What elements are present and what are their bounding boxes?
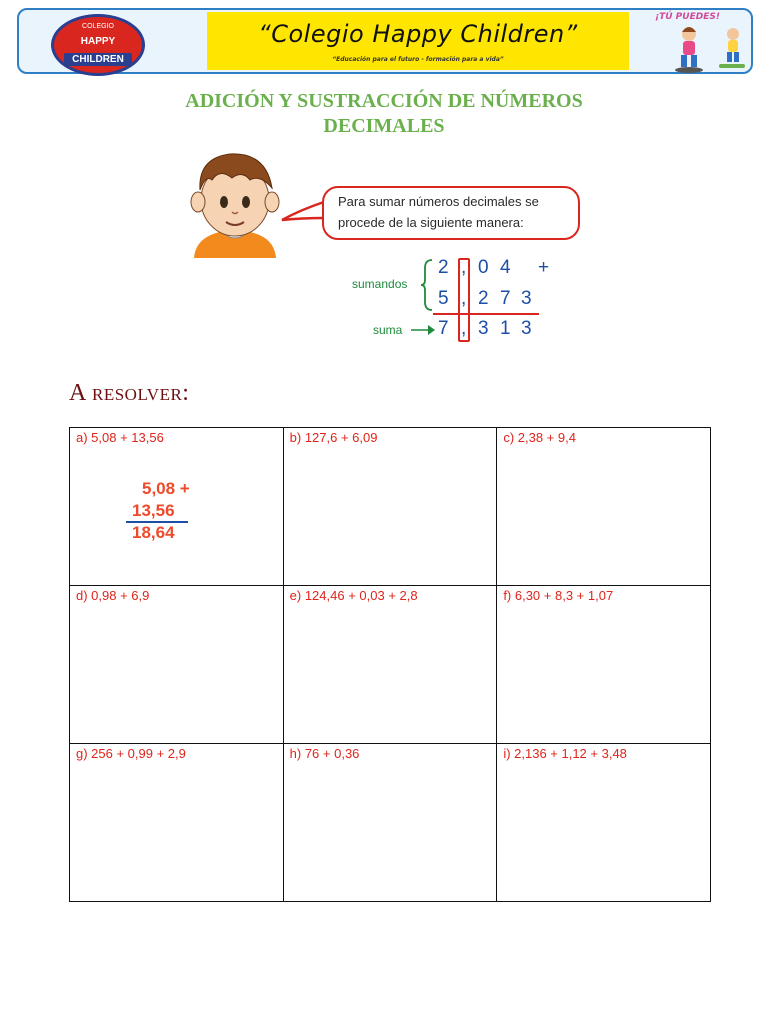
exercise-label: e) 124,46 + 0,03 + 2,8 (289, 588, 418, 603)
child-figures-illustration (659, 20, 751, 74)
exercise-label: f) 6,30 + 8,3 + 1,07 (503, 588, 614, 603)
solved-line1: 5,08 + (142, 479, 190, 498)
solved-result: 18,64 (132, 523, 175, 542)
boy-illustration (180, 140, 290, 258)
exercise-label: g) 256 + 0,99 + 2,9 (76, 746, 186, 761)
exercise-label: c) 2,38 + 9,4 (503, 430, 576, 445)
exercise-cell-g[interactable] (70, 744, 284, 902)
school-motto: “Educación para el futuro - formación para a vida” (332, 56, 504, 63)
exercise-cell-a[interactable] (70, 428, 284, 586)
exercise-cell-f[interactable] (497, 586, 711, 744)
logo-text-mid: HAPPY (80, 36, 116, 47)
exercise-grid (69, 427, 711, 902)
sum-digit3: 3 (521, 318, 532, 339)
sumandos-label: sumandos (352, 277, 408, 291)
exercise-cell-e[interactable] (283, 586, 497, 744)
exercise-cell-i[interactable] (497, 744, 711, 902)
school-header (17, 8, 753, 74)
sum-comma: , (461, 318, 467, 339)
exercise-label: b) 127,6 + 6,09 (289, 430, 378, 445)
row2-digit1: 2 (478, 288, 489, 309)
sum-digit1: 3 (478, 318, 489, 339)
exercise-label: i) 2,136 + 1,12 + 3,48 (503, 746, 627, 761)
bubble-text-line2: procede de la siguiente manera: (338, 215, 524, 230)
suma-arrow (410, 323, 436, 337)
row2-digit2: 7 (500, 288, 511, 309)
row1-digit2: 4 (500, 257, 511, 278)
school-logo (51, 14, 145, 76)
suma-label: suma (373, 323, 403, 337)
row2-integer: 5 (438, 288, 449, 309)
sum-digit2: 1 (500, 318, 511, 339)
logo-text-top: COLEGIO (82, 23, 114, 30)
speech-bubble-tail (280, 196, 326, 226)
sum-integer: 7 (438, 318, 449, 339)
plus-sign: + (538, 257, 550, 278)
exercise-label: a) 5,08 + 13,56 (76, 430, 164, 445)
row1-digit1: 0 (478, 257, 489, 278)
sumandos-brace (420, 258, 434, 312)
row1-integer: 2 (438, 257, 449, 278)
row2-digit3: 3 (521, 288, 532, 309)
exercise-label: d) 0,98 + 6,9 (76, 588, 150, 603)
speech-bubble (322, 186, 580, 240)
school-name: “Colegio Happy Children” (258, 20, 578, 48)
tu-puedes-badge: ¡TÚ PUEDES! (655, 12, 720, 22)
exercise-cell-c[interactable] (497, 428, 711, 586)
page-title-line2: DECIMALES (323, 115, 445, 137)
exercise-cell-h[interactable] (283, 744, 497, 902)
sum-line (433, 313, 539, 315)
school-name-banner (207, 12, 629, 70)
exercise-cell-d[interactable] (70, 586, 284, 744)
exercise-label: h) 76 + 0,36 (289, 746, 360, 761)
bubble-text-line1: Para sumar números decimales se (338, 194, 539, 209)
exercise-cell-b[interactable] (283, 428, 497, 586)
logo-text-bottom: CHILDREN (64, 53, 132, 66)
solved-line2: 13,56 (132, 501, 175, 520)
row1-comma: , (461, 257, 467, 278)
row2-comma: , (461, 288, 467, 309)
section-heading: A resolver: (69, 380, 190, 406)
page-title-line1: ADICIÓN Y SUSTRACCIÓN DE NÚMEROS (185, 90, 583, 112)
